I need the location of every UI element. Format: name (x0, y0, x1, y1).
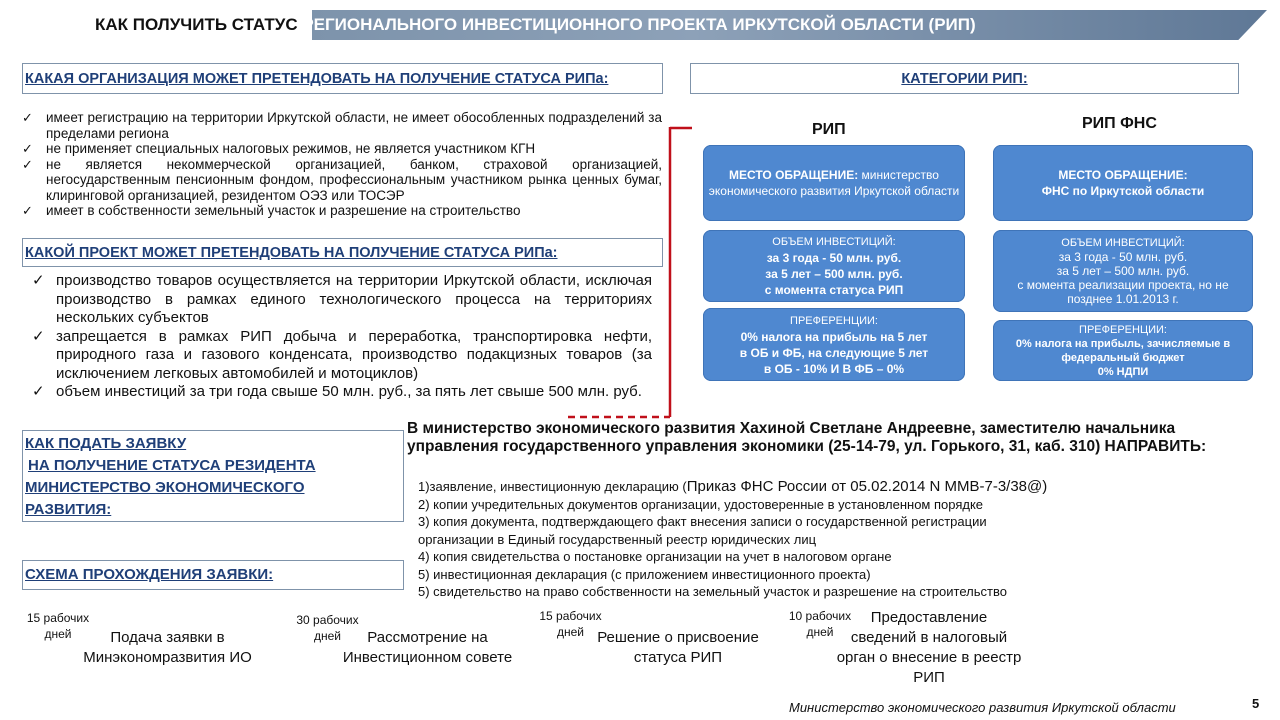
send-to-line2: управления государственного управления экономики (25-14-79, ул. Горького, 31, каб. 310) НАПРАВИТЬ: (407, 438, 1207, 455)
page-title (95, 15, 976, 35)
project-criterion-3: объем инвестиций за три года свыше 50 млн. руб., за пять лет свыше 500 млн. руб. (56, 383, 642, 400)
step-4-days-line1: 10 рабочих (788, 609, 852, 623)
categories-header-text: КАТЕГОРИИ РИП: (901, 71, 1028, 87)
checkmark-icon: ✓ (32, 327, 45, 345)
rip-invest-line3: с момента статуса РИП (764, 283, 904, 297)
step-4-days-line2: дней (806, 625, 834, 639)
fns-invest-line2: за 5 лет – 500 млн. руб. (1056, 264, 1190, 278)
step-3-days-line2: дней (556, 625, 584, 639)
step-1-days-line1: 15 рабочих (26, 611, 90, 625)
fns-place-text: ФНС по Иркутской области (1041, 184, 1205, 198)
rip-investment-box (703, 230, 965, 302)
checkmark-icon: ✓ (22, 203, 33, 218)
step-3-text-line2: статуса РИП (633, 649, 723, 666)
apply-header-line4: РАЗВИТИЯ: (25, 501, 112, 518)
checkmark-icon: ✓ (32, 383, 45, 400)
page-title-part2: РЕГИОНАЛЬНОГО ИНВЕСТИЦИОННОГО ПРОЕКТА ИРКУТСКОЙ ОБЛАСТИ (РИП) (297, 15, 976, 34)
step-3-text-line1: Решение о присвоение (597, 629, 759, 646)
list-item (32, 383, 652, 402)
categories-header (690, 63, 1239, 94)
step-2-text (325, 628, 530, 668)
apply-header-line3: МИНИСТЕРСТВО ЭКОНОМИЧЕСКОГО (25, 479, 305, 496)
org-criterion-4: имеет в собственности земельный участок и разрешение на строительство (46, 203, 521, 218)
fns-invest-line4: позднее 1.01.2013 г. (1067, 292, 1179, 306)
list-item (32, 272, 652, 328)
document-item-2: 2) копии учредительных документов организации, удостоверенные в установленном порядке (418, 496, 984, 512)
step-4-text (818, 608, 1040, 688)
send-to-instruction (407, 420, 1277, 456)
documents-list (418, 478, 1278, 601)
document-item-5b: 5) свидетельство на право собственности на земельный участок и разрешение на строительство (418, 584, 1007, 599)
org-criterion-1: имеет регистрацию на территории Иркутской области, не имеет обособленных подразделений за пределами региона (46, 110, 662, 141)
project-criteria-list (32, 272, 652, 402)
fns-place-box (993, 145, 1253, 221)
rip-category-title: РИП (812, 121, 846, 138)
rip-invest-line2: за 5 лет – 500 млн. руб. (765, 267, 903, 281)
checkmark-icon: ✓ (32, 272, 45, 289)
rip-pref-label: ПРЕФЕРЕНЦИИ: (790, 314, 878, 327)
fns-invest-line1: за 3 года - 50 млн. руб. (1058, 250, 1188, 264)
org-section-header (22, 63, 663, 94)
document-1-text: 1)заявление, инвестиционную декларацию ( (418, 479, 687, 494)
rip-pref-line2: в ОБ и ФБ, на следующие 5 лет (739, 345, 929, 360)
project-criterion-1: производство товаров осуществляется на территории Иркутской области, исключая производство в рамках единого технологического процесса на территориях нескольких субъектов (56, 272, 652, 326)
checkmark-icon: ✓ (22, 110, 33, 125)
project-criterion-2: запрещается в рамках РИП добыча и переработка, транспортировка нефти, природного газа и газового конденсата, производство подакцизных товаров (за исключением легковых автомобилей и мотоциклов) (56, 327, 652, 382)
document-item-1 (418, 478, 1278, 496)
rip-place-box (703, 145, 965, 221)
apply-section-header-box (22, 430, 404, 522)
rip-pref-line3: в ОБ - 10% И В ФБ – 0% (763, 361, 905, 376)
step-4-text-line4: РИП (913, 669, 945, 686)
fns-invest-label: ОБЪЕМ ИНВЕСТИЦИЙ: (1061, 237, 1185, 249)
step-2-text-line1: Рассмотрение на (367, 629, 488, 646)
fns-pref-line2: федеральный бюджет (1061, 351, 1185, 364)
rip-preferences-box (703, 308, 965, 381)
fns-investment-box (993, 230, 1253, 312)
page-number: 5 (1252, 696, 1260, 711)
step-4-text-line1: Предоставление (870, 609, 988, 626)
send-to-line1: В министерство экономического развития Хахиной Светлане Андреевне, заместителю начальника (407, 420, 1176, 437)
rip-place-label: МЕСТО ОБРАЩЕНИЕ: (729, 168, 859, 182)
step-1-text (60, 628, 275, 668)
connector-lines (560, 115, 700, 425)
fns-pref-line1: 0% налога на прибыль, зачисляемые в (1015, 337, 1231, 350)
page-title-part1: КАК ПОЛУЧИТЬ СТАТУС (95, 15, 298, 34)
rip-invest-label: ОБЪЕМ ИНВЕСТИЦИЙ: (772, 236, 896, 248)
fns-pref-line3: 0% НДПИ (1097, 365, 1149, 378)
document-item-5a: 5) инвестиционная декларация (с приложением инвестиционного проекта) (418, 566, 871, 582)
fns-invest-line3: с момента реализации проекта, но не (1017, 278, 1229, 292)
step-3-text (580, 628, 776, 668)
step-1-text-line2: Минэкономразвития ИО (83, 649, 252, 666)
document-item-4: 4) копия свидетельства о постановке организации на учет в налоговом органе (418, 549, 892, 564)
rip-fns-category-title: РИП ФНС (1082, 115, 1157, 132)
fns-preferences-box (993, 320, 1253, 381)
org-criterion-2: не применяет специальных налоговых режимов, не является участником КГН (46, 141, 536, 156)
step-2-text-line2: Инвестиционном совете (342, 649, 513, 666)
checkmark-icon: ✓ (22, 156, 33, 172)
project-section-header-text: КАКОЙ ПРОЕКТ МОЖЕТ ПРЕТЕНДОВАТЬ НА ПОЛУЧЕНИЕ СТАТУСА РИПа: (25, 245, 558, 261)
apply-header-line2: НА ПОЛУЧЕНИЕ СТАТУСА РЕЗИДЕНТА (28, 457, 316, 474)
footer-ministry: Министерство экономического развития Иркутской области (789, 700, 1176, 715)
step-1-text-line1: Подача заявки в (110, 629, 225, 646)
scheme-header: СХЕМА ПРОХОЖДЕНИЯ ЗАЯВКИ: (25, 566, 274, 583)
document-1-order: Приказ ФНС России от 05.02.2014 N ММВ-7-3/38@) (686, 478, 1048, 495)
fns-place-label: МЕСТО ОБРАЩЕНИЕ: (1058, 168, 1188, 182)
checkmark-icon: ✓ (22, 141, 33, 156)
step-4-text-line3: орган о внесение в реестр (836, 649, 1022, 666)
org-section-header-text: КАКАЯ ОРГАНИЗАЦИЯ МОЖЕТ ПРЕТЕНДОВАТЬ НА ПОЛУЧЕНИЕ СТАТУСА РИПа: (25, 71, 609, 87)
apply-header-line1: КАК ПОДАТЬ ЗАЯВКУ (25, 435, 187, 452)
step-1-days-line2: дней (44, 627, 72, 641)
document-item-3: 3) копия документа, подтверждающего факт внесения записи о государственной регистрации (418, 514, 987, 529)
step-2-days-line2: дней (313, 629, 341, 643)
fns-pref-label: ПРЕФЕРЕНЦИИ: (1079, 323, 1167, 336)
step-3-days-line1: 15 рабочих (539, 609, 602, 623)
document-item-3-cont: организации в Единый государственный реестр юридических лиц (418, 531, 817, 547)
scheme-header-box (22, 560, 404, 590)
rip-place-text: министерство экономического развития Иркутской области (708, 168, 960, 198)
list-item (32, 328, 652, 384)
step-4-text-line2: сведений в налоговый (850, 629, 1008, 646)
rip-pref-line1: 0% налога на прибыль на 5 лет (740, 329, 928, 344)
step-2-days-line1: 30 рабочих (296, 613, 359, 627)
org-criterion-3: не является некоммерческой организацией, банком, страховой организацией, негосударственным пенсионным фондом, профессиональным участником рынка ценных бумаг, клиринговой организацией, резидентом ОЭЗ или ТОСЭР (46, 156, 662, 203)
rip-invest-line1: за 3 года - 50 млн. руб. (766, 251, 902, 265)
